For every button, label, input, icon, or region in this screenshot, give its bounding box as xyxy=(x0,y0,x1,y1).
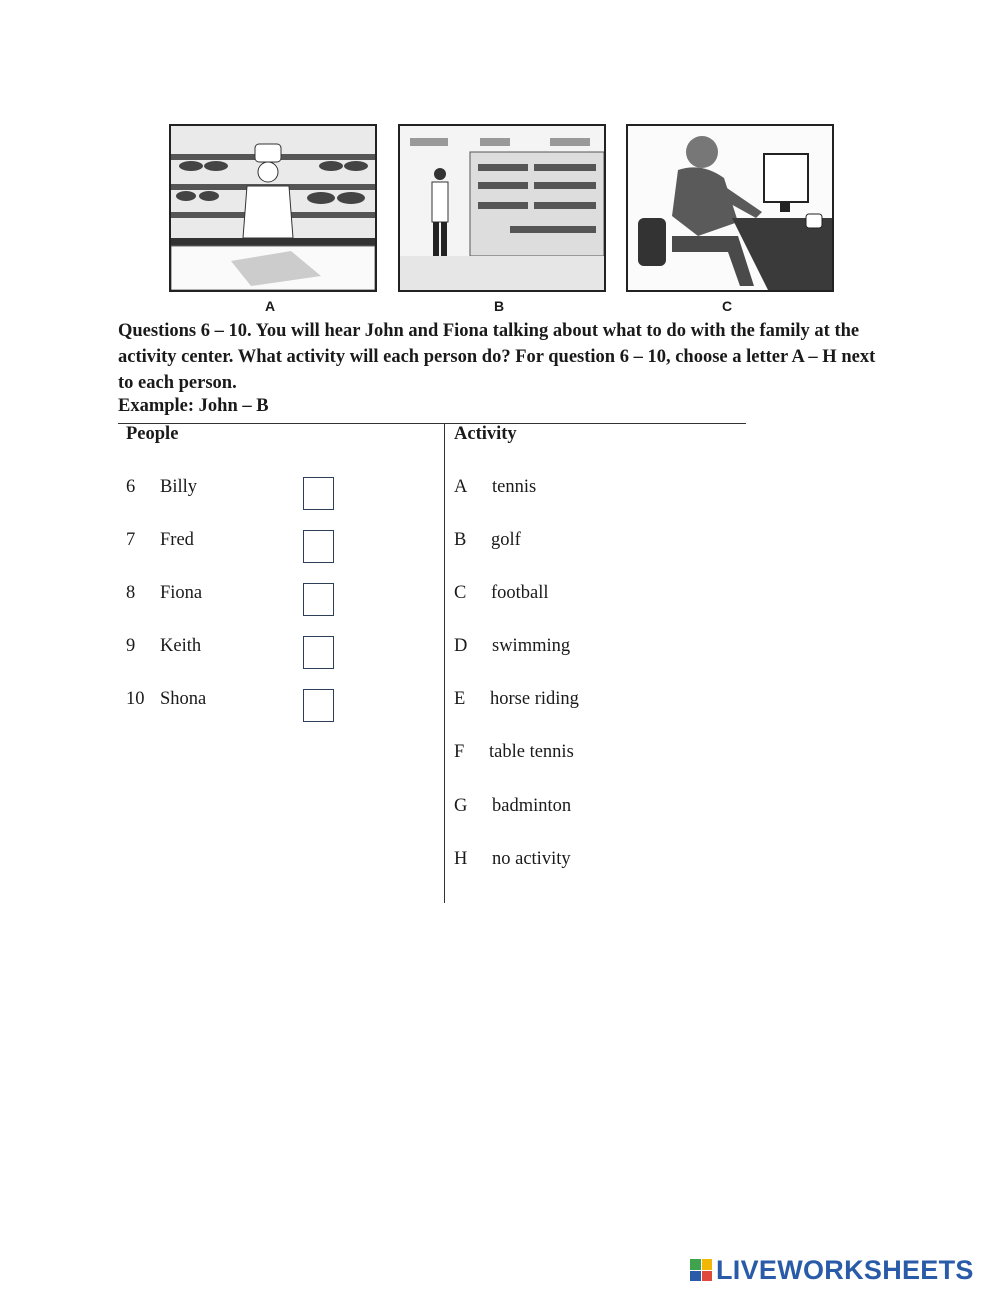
person-number: 10 xyxy=(126,689,145,709)
instructions: Questions 6 – 10. You will hear John and Fiona talking about what to do with the family at the activity center. What activity will each person do? For question 6 – 10, choose a letter A – H next to each person. xyxy=(118,321,876,393)
activity-name: table tennis xyxy=(489,742,574,762)
activity-letter: A xyxy=(454,477,468,497)
table-top-rule xyxy=(118,423,746,424)
answer-box-shona[interactable] xyxy=(303,689,334,722)
person-name: Shona xyxy=(160,689,207,709)
activity-name: horse riding xyxy=(490,689,579,709)
activity-letter: D xyxy=(454,636,468,656)
activity-name: swimming xyxy=(492,636,571,656)
person-name: Billy xyxy=(160,477,198,497)
answer-box-billy[interactable] xyxy=(303,477,334,510)
activity-letter: C xyxy=(454,583,467,603)
liveworksheets-logo-icon xyxy=(690,1259,712,1281)
picture-a-label: A xyxy=(265,298,276,314)
activity-header: Activity xyxy=(454,424,517,444)
office-worker-icon xyxy=(628,126,832,290)
picture-c-label: C xyxy=(722,298,733,314)
liveworksheets-logo[interactable] xyxy=(690,1256,974,1284)
person-name: Keith xyxy=(160,636,202,656)
picture-c xyxy=(626,124,834,292)
logo-text: LIVEWORKSHEETS xyxy=(716,1254,974,1285)
activity-letter: E xyxy=(454,689,466,709)
picture-b-label: B xyxy=(494,298,505,314)
picture-b xyxy=(398,124,606,292)
person-name: Fiona xyxy=(160,583,203,603)
people-header: People xyxy=(126,424,179,444)
example: Example: John – B xyxy=(118,396,269,416)
answer-box-fred[interactable] xyxy=(303,530,334,563)
person-number: 9 xyxy=(126,636,136,656)
activity-letter: B xyxy=(454,530,467,550)
person-number: 8 xyxy=(126,583,136,603)
picture-a xyxy=(169,124,377,292)
activity-letter: H xyxy=(454,849,468,869)
person-number: 7 xyxy=(126,530,136,550)
answer-box-keith[interactable] xyxy=(303,636,334,669)
chef-bakery-icon xyxy=(171,126,375,290)
column-divider xyxy=(444,423,445,903)
activity-name: tennis xyxy=(492,477,537,497)
activity-name: football xyxy=(491,583,549,603)
activity-name: golf xyxy=(491,530,521,550)
activity-name: badminton xyxy=(492,796,572,816)
activity-letter: G xyxy=(454,796,468,816)
answer-box-fiona[interactable] xyxy=(303,583,334,616)
person-name: Fred xyxy=(160,530,194,550)
activity-name: no activity xyxy=(492,849,571,869)
person-number: 6 xyxy=(126,477,136,497)
activity-letter: F xyxy=(454,742,465,762)
shop-assistant-icon xyxy=(400,126,604,290)
